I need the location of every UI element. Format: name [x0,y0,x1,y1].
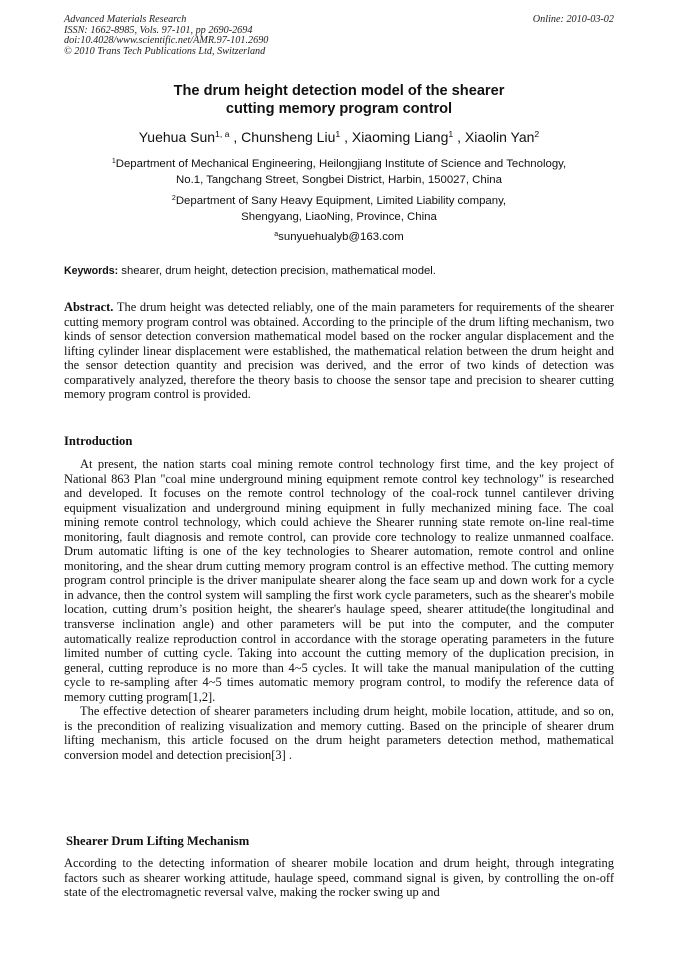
affiliation-1-line-1: Department of Mechanical Engineering, Heilongjiang Institute of Science and Technology, [115,158,567,170]
email-address: sunyuehualyb@163.com [278,231,404,243]
introduction-heading: Introduction [64,434,133,448]
author-separator: , [453,129,465,145]
abstract [64,300,614,402]
title-line-1: The drum height detection model of the shearer [173,83,505,99]
affiliation-1 [0,156,678,188]
introduction-body [64,457,614,762]
author-2-sup: 1 [335,129,341,140]
copyright-line: © 2010 Trans Tech Publications Ltd, Switzerland [64,45,266,57]
author-1: Yuehua Sun [138,129,216,145]
journal-name: Advanced Materials Research [64,14,187,25]
paper-title [0,82,678,118]
keywords-text: shearer, drum height, detection precision, mathematical model. [118,265,436,277]
affiliation-1-line-2: No.1, Tangchang Street, Songbei District, Harbin, 150027, China [176,174,502,186]
introduction-paragraph-1: At present, the nation starts coal mining remote control technology first time, and the key project of National 863 Plan "coal mine underground mining equipment remote control key technology" is researched and developed. It focuses on the remote control technology of the coal-rock tunnel cantilever driving equipment visualization and underground mining equipment in fully mechanized mining face. The coal mining remote control technology, which could achieve the Shearer running state remote on-line real-time monitoring, fault diagnosis and remote control, can provide core technology to realize unmanned coalface. Drum automatic lifting is one of the key technologies to Shearer automation, remote control and online monitoring, and the shear drum cutting memory program control is an effective method. The cutting memory program control principle is the driver manipulate shearer along the face seam up and down work for a cycle in advance, then the control system will sampling the first work cycle parameters, such as the shearer's mobile location, cutting drum’s position height, the shearer's haulage speed, shearer attitude(the longitudinal and transverse inclination angle) and other parameters will be put into the computer, and the computer automatically realize reproduction control in accordance with the storage operating parameters in the future limited number of cutting cycle. Taking into account the cutting memory of the duplication precision, in general, cutting reproduce is no more than 4~5 cycles. It will take the manual manipulation of the cutting cycle to re-sampling after 4~5 times automatic memory program control, to modify the reference data of memory cutting program[1,2]. [64,457,614,704]
doi-line: doi:10.4028/www.scientific.net/AMR.97-101.2690 [64,35,269,47]
author-4-sup: 2 [534,129,540,140]
abstract-label: Abstract. [64,300,114,314]
author-2: Chunsheng Liu [241,129,336,145]
section-heading-lifting-mechanism: Shearer Drum Lifting Mechanism [66,834,250,848]
affiliation-2-line-2: Shengyang, LiaoNing, Province, China [241,211,437,223]
corresponding-email [0,229,678,245]
section-lifting-mechanism-body [64,856,614,900]
author-separator: , [229,129,242,145]
affiliation-1-sup: 1 [111,158,116,166]
author-3-sup: 1 [448,129,454,140]
affiliation-2-line-1: Department of Sany Heavy Equipment, Limited Liability company, [175,195,507,207]
abstract-text: The drum height was detected reliably, one of the main parameters for requirements of the shearer cutting memory program control was obtained. According to the principle of the drum lifting mechanism, two kinds of sensor detection conversion mathematical model based on the rocker angular displacement and the lifting cylinder linear displacement were established, the mathematical relation between the drum height and the sensor detection quantity and precision was derived, and the error of two kinds of detection was comparatively analyzed, therefore the theory basis to choose the sensor tape and precision to shearer cutting memory program control is provided. [64,300,614,402]
author-separator: , [340,129,352,145]
keywords [64,265,436,277]
affiliation-2 [0,193,678,225]
author-4: Xiaolin Yan [464,129,535,145]
keywords-label: Keywords: [64,265,119,277]
affiliation-2-sup: 2 [171,195,176,203]
journal-header [64,15,268,57]
issn-line: ISSN: 1662-8985, Vols. 97-101, pp 2690-2694 [64,24,253,36]
online-date: Online: 2010-03-02 [532,14,614,25]
author-1-sup: 1, a [215,129,230,140]
introduction-paragraph-2: The effective detection of shearer parameters including drum height, mobile location, attitude, and so on, is the precondition of realizing visualization and memory cutting. Based on the principle of shearer drum lifting mechanism, this article focused on the drum height parameters detection method, mathematical conversion model and detection precision[3] . [64,704,614,762]
section-lifting-mechanism-text: According to the detecting information of shearer mobile location and drum height, through integrating factors such as shearer working attitude, haulage speed, command signal is given, by controlling the on-off state of the electromagnetic reversal valve, making the rocker swing up and [64,856,614,900]
title-line-2: cutting memory program control [225,101,453,117]
email-sup: a [274,231,279,239]
author-3: Xiaoming Liang [351,129,449,145]
author-list [0,129,678,145]
